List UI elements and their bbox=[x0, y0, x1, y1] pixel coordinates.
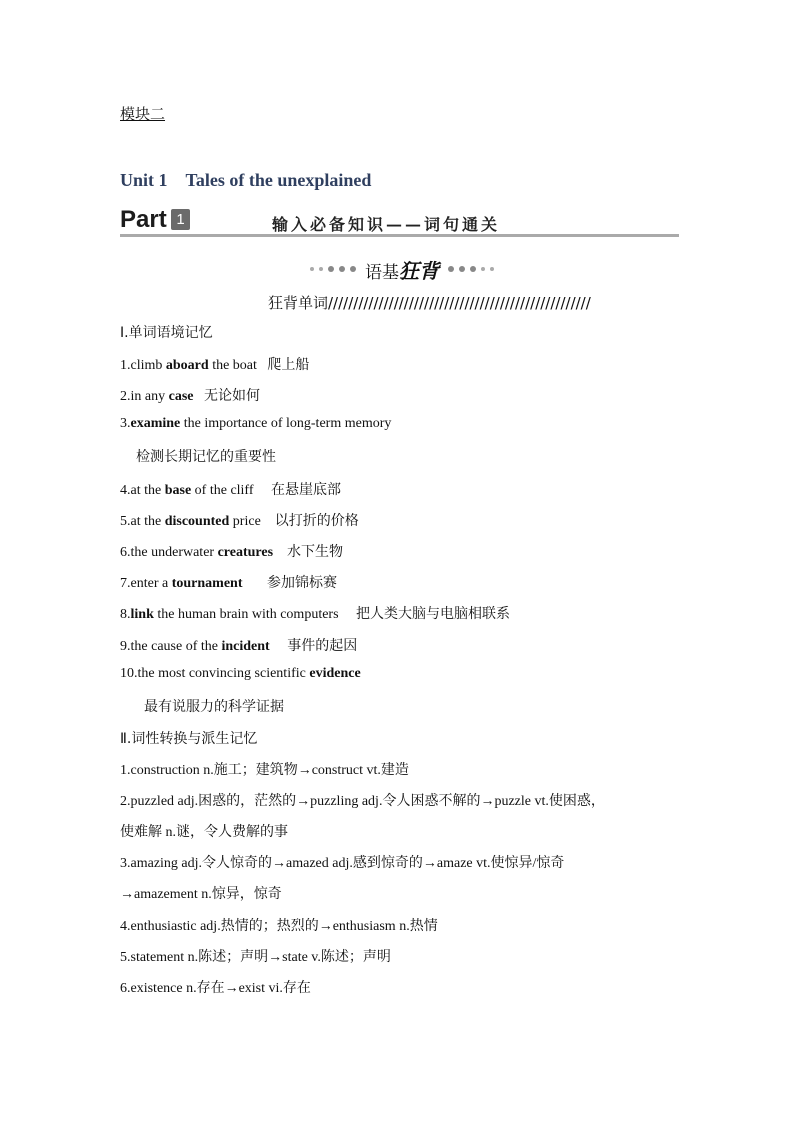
banner-left: 语基 bbox=[365, 262, 399, 283]
dot-icon bbox=[459, 266, 465, 272]
list-item: 5.at the discounted price 以打折的价格 bbox=[120, 513, 359, 529]
list-item: 使难解 n.谜，令人费解的事 bbox=[120, 825, 288, 840]
heading-rule bbox=[120, 234, 679, 237]
list-item: 1.construction n.施工；建筑物→construct vt.建造 bbox=[120, 763, 409, 778]
dot-icon bbox=[481, 267, 485, 271]
banner-title bbox=[365, 255, 439, 284]
dot-icon bbox=[339, 266, 345, 272]
list-item: 8.link the human brain with computers 把人类大脑与电脑相联系 bbox=[120, 606, 511, 622]
dot-icon bbox=[490, 267, 494, 271]
part-title: 输入必备知识——词句通关 bbox=[272, 215, 501, 234]
list-item-translation: 检测长期记忆的重要性 bbox=[136, 449, 276, 465]
unit-heading bbox=[120, 170, 371, 191]
dot-icon bbox=[350, 266, 356, 272]
section2-title: Ⅱ.词性转换与派生记忆 bbox=[120, 731, 258, 747]
list-item: 4.at the base of the cliff 在悬崖底部 bbox=[120, 482, 342, 498]
section-banner bbox=[282, 255, 522, 283]
unit-title: Tales of the unexplained bbox=[185, 170, 372, 190]
dot-icon bbox=[448, 266, 454, 272]
part-label: Part bbox=[120, 206, 167, 233]
list-item: 2.in any case 无论如何 bbox=[120, 388, 260, 404]
unit-label: Unit 1 bbox=[120, 170, 168, 190]
list-item: 4.enthusiastic adj.热情的；热烈的→enthusiasm n.热情 bbox=[120, 919, 438, 934]
dot-icon bbox=[328, 266, 334, 272]
part-number-badge: 1 bbox=[171, 209, 190, 230]
list-item: 7.enter a tournament 参加锦标赛 bbox=[120, 575, 337, 591]
dot-icon bbox=[470, 266, 476, 272]
list-item: 6.existence n.存在→exist vi.存在 bbox=[120, 981, 311, 996]
list-item: 5.statement n.陈述；声明→state v.陈述；声明 bbox=[120, 950, 391, 965]
list-item: 10.the most convincing scientific evidence bbox=[120, 666, 361, 681]
list-item: 6.the underwater creatures 水下生物 bbox=[120, 544, 344, 560]
list-item: 9.the cause of the incident 事件的起因 bbox=[120, 638, 358, 654]
section1-title: Ⅰ.单词语境记忆 bbox=[120, 325, 213, 341]
words-heading: 狂背单词//////////////////////////////////////////////////// bbox=[268, 294, 591, 312]
dot-icon bbox=[319, 267, 323, 271]
list-item: 3.examine the importance of long-term memory bbox=[120, 416, 392, 431]
module-label: 模块二 bbox=[120, 105, 166, 123]
list-item: 1.climb aboard the boat 爬上船 bbox=[120, 357, 310, 373]
list-item: 3.amazing adj.令人惊奇的→amazed adj.感到惊奇的→amaze vt.使惊异/惊奇 bbox=[120, 856, 565, 871]
list-item: 2.puzzled adj.困惑的，茫然的→puzzling adj.令人困惑不解的→puzzle vt.使困惑， bbox=[120, 794, 605, 809]
banner-right: 狂背 bbox=[399, 258, 439, 283]
list-item: →amazement n.惊异，惊奇 bbox=[120, 887, 282, 902]
dot-icon bbox=[310, 267, 314, 271]
list-item-translation: 最有说服力的科学证据 bbox=[144, 699, 284, 715]
